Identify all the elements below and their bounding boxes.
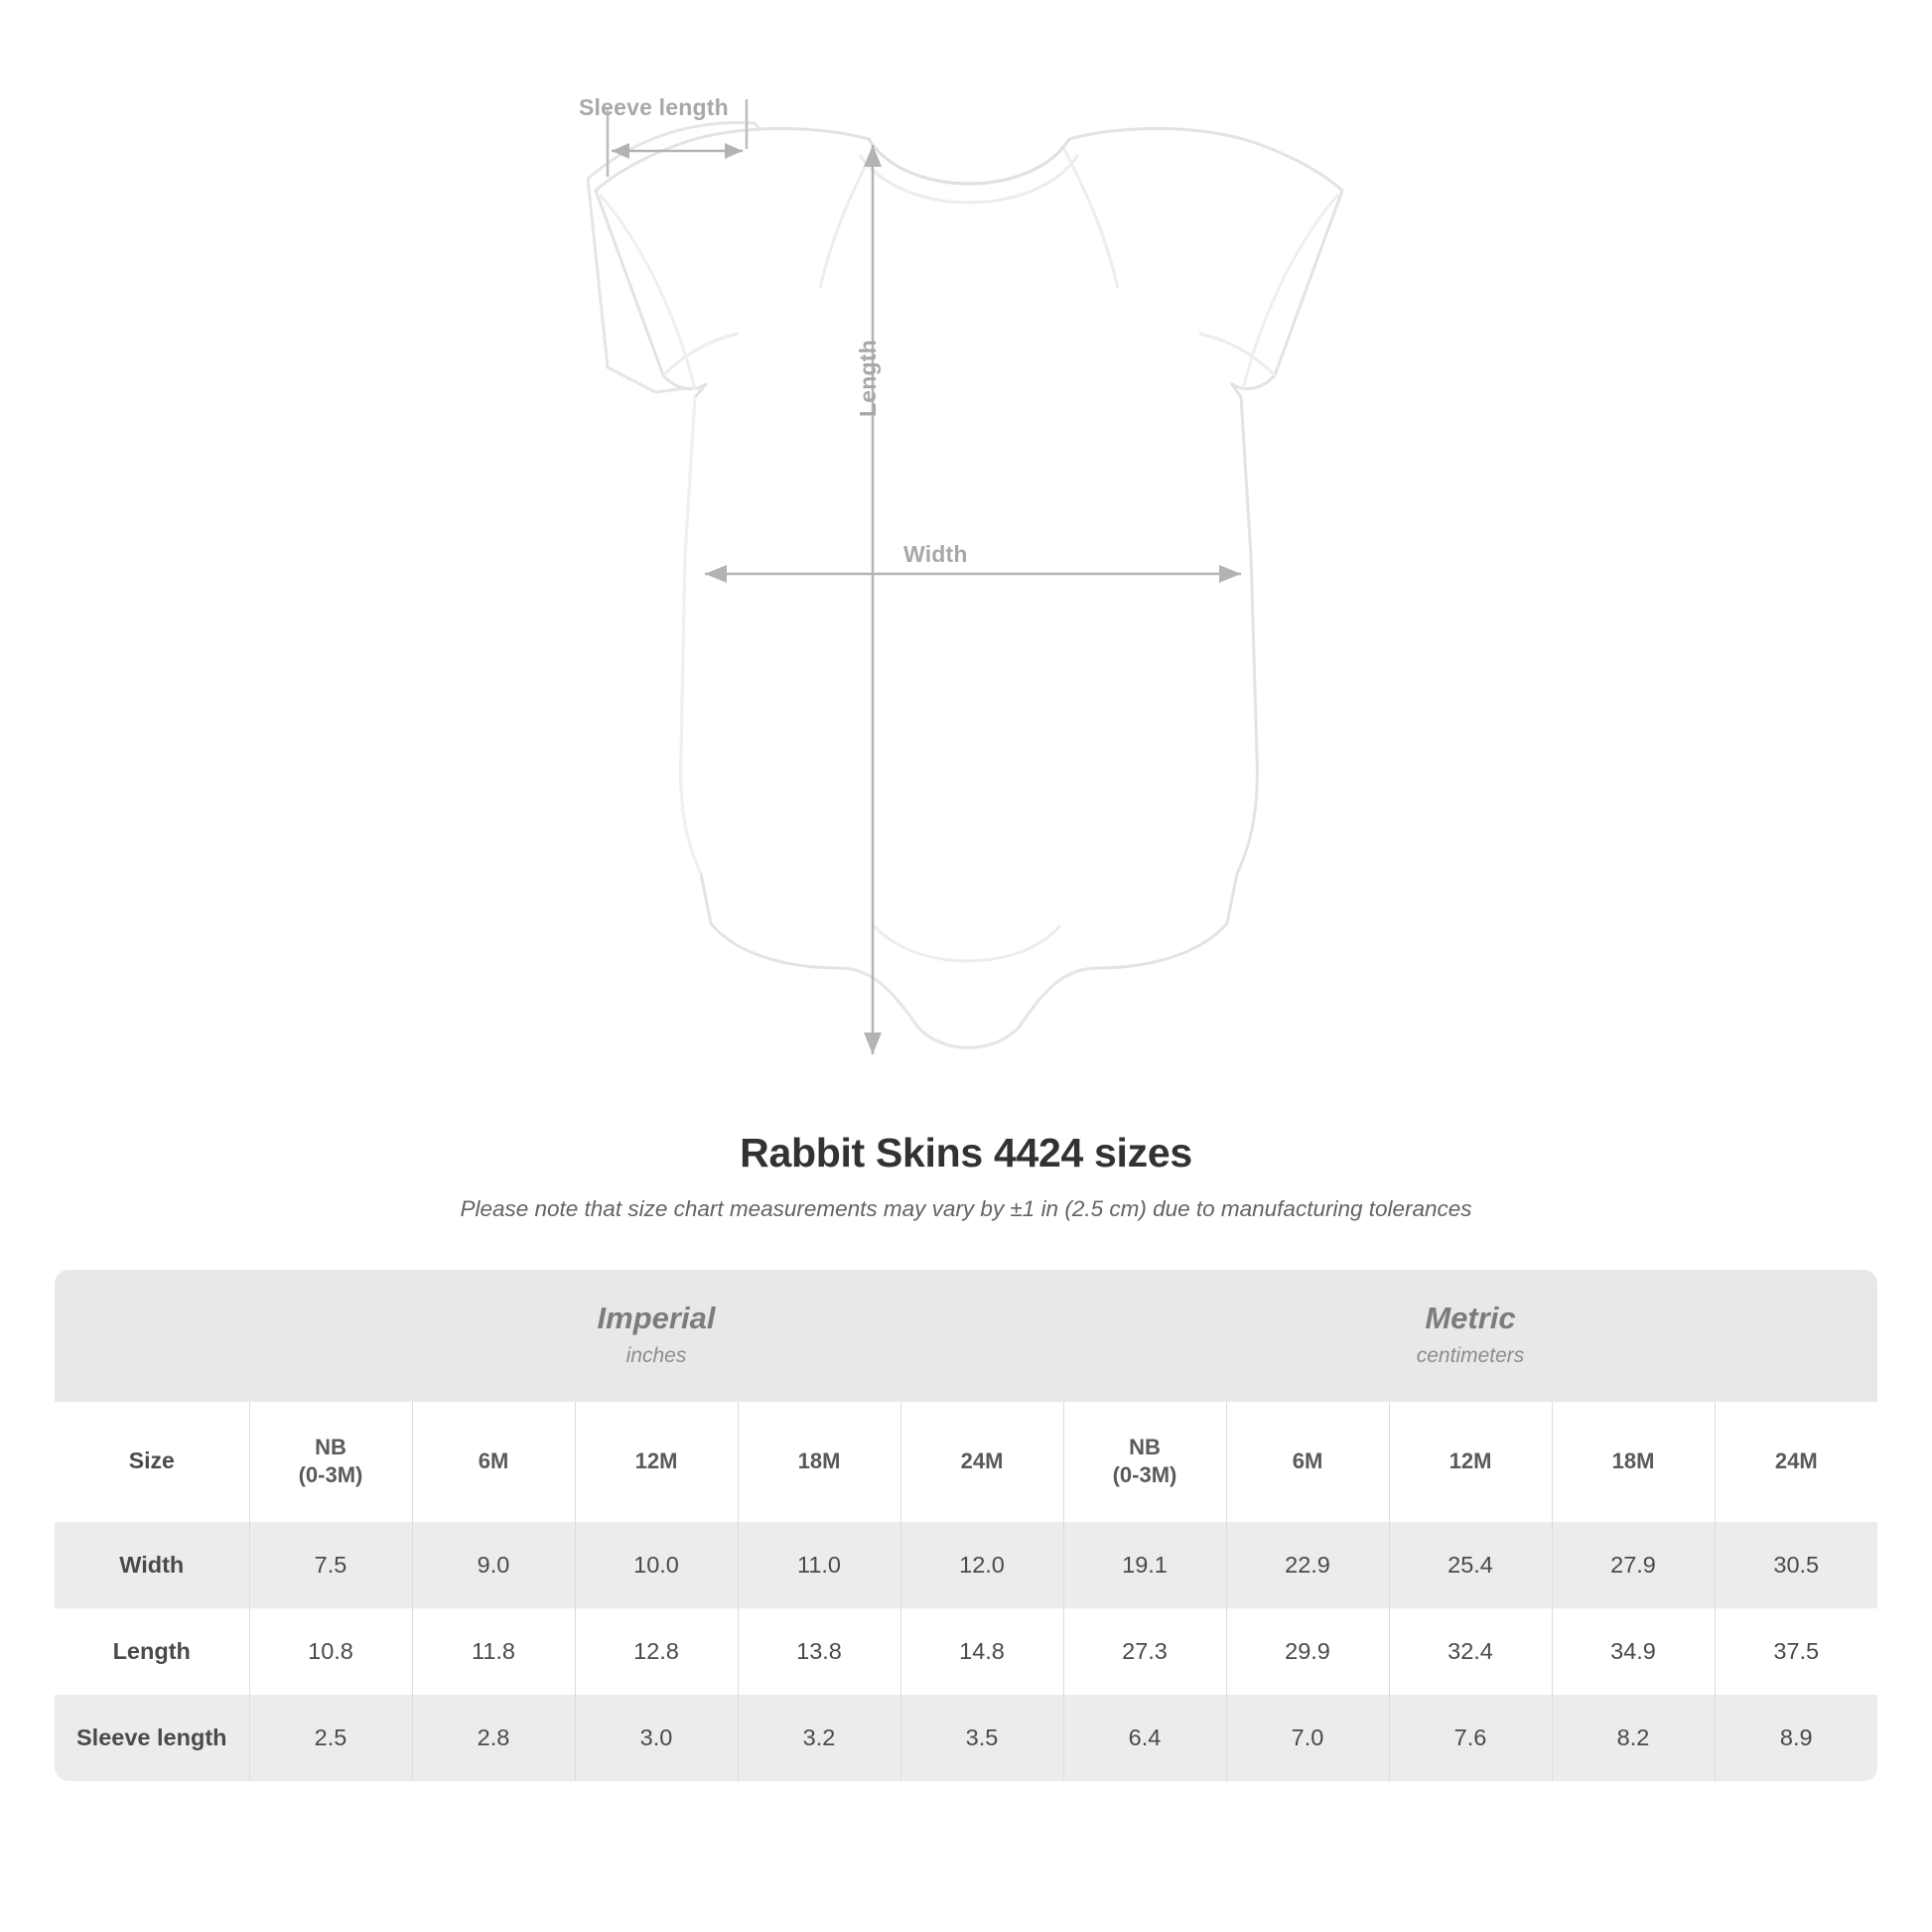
unit-header-metric [1063, 1270, 1877, 1402]
cell-value: 3.5 [900, 1695, 1063, 1781]
column-header-cell [1552, 1402, 1715, 1522]
column-header-cell [738, 1402, 900, 1522]
cell-value: 3.2 [738, 1695, 900, 1781]
column-header-cell [249, 1402, 412, 1522]
cell-value: 22.9 [1226, 1522, 1389, 1608]
cell-value: 10.0 [575, 1522, 738, 1608]
table-row [55, 1608, 1877, 1695]
unit-sub-imperial: inches [625, 1343, 687, 1367]
unit-header-imperial [249, 1270, 1063, 1402]
page-title: Rabbit Skins 4424 sizes [740, 1130, 1192, 1175]
cell-value: 19.1 [1063, 1522, 1226, 1608]
cell-value: 27.9 [1552, 1522, 1715, 1608]
column-header-line1: 24M [1774, 1449, 1818, 1474]
unit-name-imperial: Imperial [597, 1301, 716, 1335]
cell-value: 30.5 [1715, 1522, 1877, 1608]
cell-value: 6.4 [1063, 1695, 1226, 1781]
column-header-line2: (0-3M) [1112, 1462, 1177, 1488]
column-header-line1: NB [315, 1434, 346, 1459]
cell-value: 11.0 [738, 1522, 900, 1608]
row-label: Width [55, 1522, 249, 1608]
column-header-line1: 6M [1292, 1449, 1323, 1474]
column-header-line1: 12M [1449, 1449, 1492, 1474]
column-header-line1: 24M [960, 1449, 1004, 1474]
cell-value: 7.0 [1226, 1695, 1389, 1781]
column-header-cell [1063, 1402, 1226, 1522]
column-header-cell [575, 1402, 738, 1522]
cell-value: 12.0 [900, 1522, 1063, 1608]
unit-sub-metric: centimeters [1416, 1343, 1525, 1367]
column-header-row [55, 1402, 1877, 1522]
unit-name-metric: Metric [1425, 1301, 1516, 1335]
column-header-line2: (0-3M) [298, 1462, 363, 1488]
column-header-cell [1389, 1402, 1552, 1522]
cell-value: 2.5 [249, 1695, 412, 1781]
unit-header-spacer [55, 1270, 249, 1402]
column-header-cell [1715, 1402, 1877, 1522]
cell-value: 10.8 [249, 1608, 412, 1695]
cell-value: 12.8 [575, 1608, 738, 1695]
length-label: Length [855, 340, 881, 417]
column-header-line1: 18M [1611, 1449, 1655, 1474]
cell-value: 37.5 [1715, 1608, 1877, 1695]
column-header-cell [900, 1402, 1063, 1522]
column-header-line1: 18M [797, 1449, 841, 1474]
cell-value: 2.8 [412, 1695, 575, 1781]
cell-value: 11.8 [412, 1608, 575, 1695]
cell-value: 13.8 [738, 1608, 900, 1695]
cell-value: 7.6 [1389, 1695, 1552, 1781]
cell-value: 34.9 [1552, 1608, 1715, 1695]
table-row [55, 1522, 1877, 1608]
chart-heading [0, 1130, 1932, 1222]
cell-value: 29.9 [1226, 1608, 1389, 1695]
cell-value: 27.3 [1063, 1608, 1226, 1695]
cell-value: 3.0 [575, 1695, 738, 1781]
size-table-wrapper [55, 1270, 1877, 1781]
sleeve-length-label: Sleeve length [579, 94, 729, 120]
column-header-line1: NB [1129, 1434, 1161, 1459]
width-label: Width [903, 541, 968, 567]
unit-header-row [55, 1270, 1877, 1402]
tolerance-note: Please note that size chart measurements may vary by ±1 in (2.5 cm) due to manufacturing tolerances [460, 1196, 1472, 1221]
size-corner-label: Size [55, 1402, 249, 1522]
cell-value: 8.2 [1552, 1695, 1715, 1781]
column-header-line1: 12M [634, 1449, 678, 1474]
cell-value: 32.4 [1389, 1608, 1552, 1695]
table-row [55, 1695, 1877, 1781]
cell-value: 7.5 [249, 1522, 412, 1608]
cell-value: 14.8 [900, 1608, 1063, 1695]
size-table [55, 1270, 1877, 1781]
column-header-cell [412, 1402, 575, 1522]
cell-value: 8.9 [1715, 1695, 1877, 1781]
cell-value: 9.0 [412, 1522, 575, 1608]
column-header-line1: 6M [478, 1449, 509, 1474]
row-label: Sleeve length [55, 1695, 249, 1781]
row-label: Length [55, 1608, 249, 1695]
cell-value: 25.4 [1389, 1522, 1552, 1608]
column-header-cell [1226, 1402, 1389, 1522]
